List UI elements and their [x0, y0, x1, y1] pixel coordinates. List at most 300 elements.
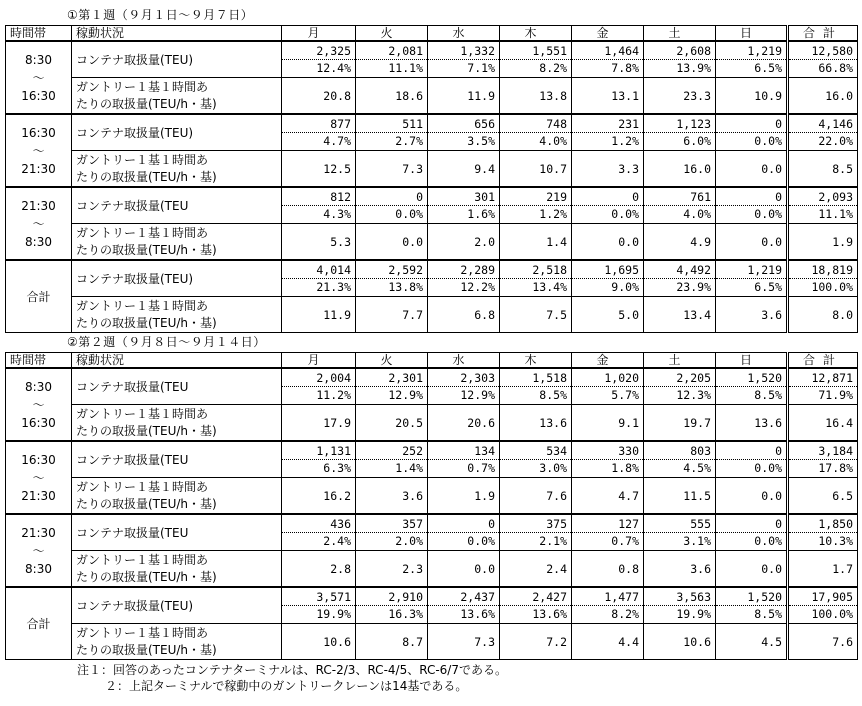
- share-percent: 4.3%: [282, 205, 355, 222]
- notes: [5, 662, 857, 694]
- count-cell: [644, 368, 716, 405]
- share-percent: 1.6%: [428, 205, 499, 222]
- header-day: 木: [500, 26, 572, 42]
- count-row: [6, 114, 858, 151]
- share-percent: 9.0%: [572, 278, 643, 295]
- count-value: 134: [474, 444, 495, 458]
- count-value: 436: [330, 517, 351, 531]
- count-value: 1,850: [818, 517, 853, 531]
- count-label: コンテナ取扱量(TEU: [72, 187, 282, 224]
- count-value: 1,219: [747, 44, 782, 58]
- count-value: 252: [402, 444, 423, 458]
- share-percent: 19.9%: [644, 605, 715, 622]
- count-value: 2,437: [460, 590, 495, 604]
- rate-cell: 7.6: [500, 478, 572, 515]
- count-value: 2,325: [316, 44, 351, 58]
- time-slot: [6, 41, 72, 114]
- rate-cell: 5.3: [282, 224, 356, 261]
- rate-total-cell: 7.6: [788, 624, 858, 660]
- header-day: 土: [644, 26, 716, 42]
- count-cell: [644, 587, 716, 624]
- rate-cell: 0.0: [716, 551, 788, 588]
- rate-row: [6, 405, 858, 442]
- count-row: [6, 368, 858, 405]
- count-cell: [572, 587, 644, 624]
- week-table: [5, 352, 858, 660]
- count-cell: [716, 587, 788, 624]
- count-row: [6, 514, 858, 551]
- count-total-cell: [788, 587, 858, 624]
- header-day: 金: [572, 26, 644, 42]
- week-table: [5, 25, 858, 333]
- count-cell: [500, 41, 572, 78]
- count-cell: [500, 441, 572, 478]
- time-slot: [6, 587, 72, 660]
- share-percent: 8.5%: [500, 386, 571, 403]
- time-slot-line: 8:30: [25, 52, 52, 67]
- rate-cell: 2.0: [428, 224, 500, 261]
- count-cell: [500, 587, 572, 624]
- share-percent: 19.9%: [282, 605, 355, 622]
- count-row: [6, 260, 858, 297]
- share-percent: 0.0%: [428, 532, 499, 549]
- rate-label-line: たりの取扱量(TEU/h・基): [76, 169, 217, 184]
- count-value: 803: [690, 444, 711, 458]
- rate-cell: 4.7: [572, 478, 644, 515]
- rate-label-line: ガントリー１基１時間あ: [76, 79, 209, 94]
- share-percent: 2.7%: [356, 132, 427, 149]
- count-cell: [572, 260, 644, 297]
- count-cell: [500, 368, 572, 405]
- count-cell: [428, 368, 500, 405]
- rate-cell: 13.4: [644, 297, 716, 333]
- rate-row: [6, 624, 858, 660]
- count-label: コンテナ取扱量(TEU: [72, 368, 282, 405]
- count-value: 12,580: [811, 44, 853, 58]
- count-cell: [282, 260, 356, 297]
- rate-cell: 20.5: [356, 405, 428, 442]
- time-slot-line: ～: [32, 470, 45, 485]
- count-value: 2,303: [460, 371, 495, 385]
- share-percent: 13.9%: [644, 59, 715, 76]
- count-total-cell: [788, 41, 858, 78]
- header-day: 日: [716, 353, 788, 369]
- rate-cell: 7.7: [356, 297, 428, 333]
- time-slot: [6, 114, 72, 187]
- rate-label: [72, 478, 282, 515]
- count-row: [6, 587, 858, 624]
- rate-total-cell: 8.5: [788, 151, 858, 188]
- rate-cell: 10.6: [644, 624, 716, 660]
- header-day: 火: [356, 26, 428, 42]
- rate-total-cell: 16.0: [788, 78, 858, 115]
- share-percent: 1.2%: [500, 205, 571, 222]
- share-percent: 12.4%: [282, 59, 355, 76]
- rate-cell: 4.4: [572, 624, 644, 660]
- rate-row: [6, 297, 858, 333]
- count-label: コンテナ取扱量(TEU): [72, 114, 282, 151]
- count-value: 4,014: [316, 263, 351, 277]
- time-slot-line: ～: [32, 397, 45, 412]
- share-percent: 12.3%: [644, 386, 715, 403]
- count-label: コンテナ取扱量(TEU): [72, 41, 282, 78]
- share-percent: 2.4%: [282, 532, 355, 549]
- time-slot: [6, 368, 72, 441]
- count-value: 3,563: [676, 590, 711, 604]
- rate-cell: 13.8: [500, 78, 572, 115]
- rate-cell: 17.9: [282, 405, 356, 442]
- time-slot-line: ～: [32, 143, 45, 158]
- count-cell: [282, 587, 356, 624]
- rate-label-line: ガントリー１基１時間あ: [76, 298, 209, 313]
- count-value: 2,081: [388, 44, 423, 58]
- count-value: 12,871: [811, 371, 853, 385]
- count-cell: [644, 260, 716, 297]
- count-value: 127: [618, 517, 639, 531]
- share-percent: 3.1%: [644, 532, 715, 549]
- share-percent: 6.5%: [716, 59, 786, 76]
- count-total-cell: [788, 441, 858, 478]
- count-cell: [282, 41, 356, 78]
- rate-total-cell: 6.5: [788, 478, 858, 515]
- count-cell: [282, 114, 356, 151]
- share-percent: 12.9%: [428, 386, 499, 403]
- count-cell: [428, 187, 500, 224]
- rate-cell: 7.3: [356, 151, 428, 188]
- share-percent: 1.2%: [572, 132, 643, 149]
- count-cell: [428, 587, 500, 624]
- rate-cell: 3.3: [572, 151, 644, 188]
- header-row: [6, 353, 858, 369]
- count-value: 761: [690, 190, 711, 204]
- rate-total-cell: 16.4: [788, 405, 858, 442]
- header-day: 火: [356, 353, 428, 369]
- share-percent: 13.4%: [500, 278, 571, 295]
- rate-cell: 7.2: [500, 624, 572, 660]
- rate-cell: 10.9: [716, 78, 788, 115]
- count-value: 2,004: [316, 371, 351, 385]
- rate-cell: 0.0: [716, 478, 788, 515]
- share-percent: 17.8%: [789, 459, 857, 476]
- report: [5, 6, 857, 694]
- weeks-container: [5, 6, 857, 660]
- count-value: 357: [402, 517, 423, 531]
- count-total-cell: [788, 187, 858, 224]
- count-value: 3,571: [316, 590, 351, 604]
- share-percent: 0.0%: [356, 205, 427, 222]
- rate-cell: 0.0: [428, 551, 500, 588]
- rate-label-line: ガントリー１基１時間あ: [76, 152, 209, 167]
- count-value: 330: [618, 444, 639, 458]
- count-total-cell: [788, 260, 858, 297]
- rate-row: [6, 551, 858, 588]
- rate-label-line: ガントリー１基１時間あ: [76, 625, 209, 640]
- count-value: 375: [546, 517, 567, 531]
- rate-label-line: ガントリー１基１時間あ: [76, 479, 209, 494]
- count-cell: [572, 514, 644, 551]
- count-value: 2,427: [532, 590, 567, 604]
- time-slot-line: 16:30: [21, 452, 56, 467]
- rate-label: [72, 224, 282, 261]
- count-cell: [282, 441, 356, 478]
- time-slot: [6, 260, 72, 333]
- rate-row: [6, 478, 858, 515]
- count-label: コンテナ取扱量(TEU: [72, 441, 282, 478]
- count-label: コンテナ取扱量(TEU: [72, 514, 282, 551]
- rate-cell: 4.9: [644, 224, 716, 261]
- time-slot-line: ～: [32, 543, 45, 558]
- count-value: 1,520: [747, 590, 782, 604]
- count-cell: [428, 441, 500, 478]
- rate-cell: 9.4: [428, 151, 500, 188]
- rate-label-line: たりの取扱量(TEU/h・基): [76, 569, 217, 584]
- time-slot-line: 21:30: [21, 488, 56, 503]
- count-cell: [356, 441, 428, 478]
- rate-label-line: ガントリー１基１時間あ: [76, 225, 209, 240]
- time-slot-line: 21:30: [21, 161, 56, 176]
- count-value: 219: [546, 190, 567, 204]
- share-percent: 23.9%: [644, 278, 715, 295]
- count-cell: [572, 187, 644, 224]
- rate-label-line: ガントリー１基１時間あ: [76, 406, 209, 421]
- rate-cell: 0.0: [356, 224, 428, 261]
- rate-total-cell: 8.0: [788, 297, 858, 333]
- share-percent: 11.1%: [789, 205, 857, 222]
- count-value: 0: [416, 190, 423, 204]
- rate-label: [72, 151, 282, 188]
- count-row: [6, 441, 858, 478]
- count-value: 4,146: [818, 117, 853, 131]
- count-value: 301: [474, 190, 495, 204]
- share-percent: 71.9%: [789, 386, 857, 403]
- time-slot-line: 8:30: [25, 561, 52, 576]
- rate-cell: 0.8: [572, 551, 644, 588]
- rate-cell: 3.6: [716, 297, 788, 333]
- time-slot-line: 16:30: [21, 415, 56, 430]
- count-cell: [716, 41, 788, 78]
- share-percent: 6.3%: [282, 459, 355, 476]
- rate-cell: 16.2: [282, 478, 356, 515]
- count-value: 1,332: [460, 44, 495, 58]
- count-value: 17,905: [811, 590, 853, 604]
- header-total: 合計: [788, 26, 858, 42]
- count-value: 2,301: [388, 371, 423, 385]
- rate-cell: 11.9: [428, 78, 500, 115]
- share-percent: 0.0%: [716, 132, 786, 149]
- time-slot-line: 16:30: [21, 125, 56, 140]
- share-percent: 12.2%: [428, 278, 499, 295]
- rate-cell: 13.6: [716, 405, 788, 442]
- rate-cell: 11.5: [644, 478, 716, 515]
- count-cell: [282, 368, 356, 405]
- time-slot-line: ～: [32, 216, 45, 231]
- rate-cell: 4.5: [716, 624, 788, 660]
- count-cell: [356, 114, 428, 151]
- count-value: 3,184: [818, 444, 853, 458]
- header-status: 稼動状況: [72, 26, 282, 42]
- count-cell: [716, 514, 788, 551]
- rate-label-line: ガントリー１基１時間あ: [76, 552, 209, 567]
- count-cell: [716, 114, 788, 151]
- count-value: 0: [488, 517, 495, 531]
- rate-cell: 18.6: [356, 78, 428, 115]
- share-percent: 4.0%: [644, 205, 715, 222]
- count-value: 0: [632, 190, 639, 204]
- header-day: 月: [282, 26, 356, 42]
- rate-cell: 13.6: [500, 405, 572, 442]
- count-value: 812: [330, 190, 351, 204]
- share-percent: 11.1%: [356, 59, 427, 76]
- count-cell: [500, 114, 572, 151]
- share-percent: 0.0%: [572, 205, 643, 222]
- rate-label-line: たりの取扱量(TEU/h・基): [76, 315, 217, 330]
- rate-cell: 2.4: [500, 551, 572, 588]
- count-value: 2,592: [388, 263, 423, 277]
- header-day: 月: [282, 353, 356, 369]
- count-cell: [428, 260, 500, 297]
- rate-cell: 10.6: [282, 624, 356, 660]
- share-percent: 13.8%: [356, 278, 427, 295]
- share-percent: 100.0%: [789, 278, 857, 295]
- count-value: 2,910: [388, 590, 423, 604]
- count-value: 0: [775, 444, 782, 458]
- share-percent: 8.2%: [572, 605, 643, 622]
- count-value: 2,289: [460, 263, 495, 277]
- count-cell: [356, 41, 428, 78]
- rate-cell: 10.7: [500, 151, 572, 188]
- count-value: 231: [618, 117, 639, 131]
- count-value: 0: [775, 517, 782, 531]
- count-value: 18,819: [811, 263, 853, 277]
- rate-label-line: たりの取扱量(TEU/h・基): [76, 642, 217, 657]
- share-percent: 22.0%: [789, 132, 857, 149]
- share-percent: 1.4%: [356, 459, 427, 476]
- count-row: [6, 187, 858, 224]
- rate-row: [6, 78, 858, 115]
- share-percent: 13.6%: [428, 605, 499, 622]
- share-percent: 4.0%: [500, 132, 571, 149]
- share-percent: 6.0%: [644, 132, 715, 149]
- share-percent: 4.7%: [282, 132, 355, 149]
- rate-cell: 7.3: [428, 624, 500, 660]
- rate-label-line: たりの取扱量(TEU/h・基): [76, 242, 217, 257]
- count-row: [6, 41, 858, 78]
- count-value: 1,695: [604, 263, 639, 277]
- rate-cell: 20.6: [428, 405, 500, 442]
- count-value: 1,219: [747, 263, 782, 277]
- count-label: コンテナ取扱量(TEU): [72, 260, 282, 297]
- week-caption: ①第１週（９月１日～９月７日）: [67, 8, 254, 22]
- count-value: 2,518: [532, 263, 567, 277]
- time-slot-line: 8:30: [25, 379, 52, 394]
- rate-row: [6, 151, 858, 188]
- share-percent: 1.8%: [572, 459, 643, 476]
- share-percent: 2.1%: [500, 532, 571, 549]
- share-percent: 8.2%: [500, 59, 571, 76]
- count-cell: [356, 260, 428, 297]
- share-percent: 3.0%: [500, 459, 571, 476]
- rate-total-cell: 1.9: [788, 224, 858, 261]
- rate-cell: 19.7: [644, 405, 716, 442]
- rate-cell: 1.4: [500, 224, 572, 261]
- time-slot-line: 合計: [26, 289, 51, 304]
- share-percent: 21.3%: [282, 278, 355, 295]
- share-percent: 16.3%: [356, 605, 427, 622]
- count-cell: [572, 114, 644, 151]
- count-value: 0: [775, 190, 782, 204]
- count-value: 877: [330, 117, 351, 131]
- count-cell: [716, 441, 788, 478]
- time-slot-line: 21:30: [21, 525, 56, 540]
- count-cell: [356, 187, 428, 224]
- rate-cell: 0.0: [716, 151, 788, 188]
- share-percent: 8.5%: [716, 605, 786, 622]
- count-value: 1,551: [532, 44, 567, 58]
- count-total-cell: [788, 514, 858, 551]
- rate-label-line: たりの取扱量(TEU/h・基): [76, 423, 217, 438]
- note-2: ２：上記ターミナルで稼動中のガントリークレーンは14基である。: [105, 679, 468, 693]
- count-cell: [572, 368, 644, 405]
- rate-label: [72, 405, 282, 442]
- share-percent: 10.3%: [789, 532, 857, 549]
- count-cell: [716, 368, 788, 405]
- time-slot: [6, 187, 72, 260]
- count-value: 534: [546, 444, 567, 458]
- header-time: 時間帯: [6, 353, 72, 369]
- header-day: 水: [428, 353, 500, 369]
- rate-cell: 23.3: [644, 78, 716, 115]
- count-value: 1,020: [604, 371, 639, 385]
- header-day: 水: [428, 26, 500, 42]
- share-percent: 7.8%: [572, 59, 643, 76]
- count-cell: [644, 187, 716, 224]
- rate-cell: 5.0: [572, 297, 644, 333]
- count-value: 1,123: [676, 117, 711, 131]
- rate-label-line: たりの取扱量(TEU/h・基): [76, 496, 217, 511]
- time-slot-line: ～: [32, 70, 45, 85]
- rate-cell: 6.8: [428, 297, 500, 333]
- count-cell: [644, 514, 716, 551]
- count-cell: [716, 260, 788, 297]
- count-cell: [428, 41, 500, 78]
- rate-cell: 7.5: [500, 297, 572, 333]
- rate-cell: 0.0: [716, 224, 788, 261]
- count-cell: [428, 514, 500, 551]
- time-slot: [6, 514, 72, 587]
- count-cell: [500, 187, 572, 224]
- rate-cell: 20.8: [282, 78, 356, 115]
- header-day: 金: [572, 353, 644, 369]
- time-slot-line: 合計: [26, 616, 51, 631]
- count-value: 748: [546, 117, 567, 131]
- share-percent: 0.0%: [716, 532, 786, 549]
- count-value: 1,477: [604, 590, 639, 604]
- week-caption: ②第２週（９月８日～９月１４日）: [67, 335, 266, 349]
- count-cell: [500, 260, 572, 297]
- share-percent: 0.0%: [716, 205, 786, 222]
- count-cell: [282, 514, 356, 551]
- rate-label: [72, 297, 282, 333]
- count-total-cell: [788, 368, 858, 405]
- count-value: 1,464: [604, 44, 639, 58]
- count-cell: [716, 187, 788, 224]
- count-cell: [644, 441, 716, 478]
- share-percent: 4.5%: [644, 459, 715, 476]
- rate-cell: 16.0: [644, 151, 716, 188]
- header-time: 時間帯: [6, 26, 72, 42]
- share-percent: 8.5%: [716, 386, 786, 403]
- count-value: 2,205: [676, 371, 711, 385]
